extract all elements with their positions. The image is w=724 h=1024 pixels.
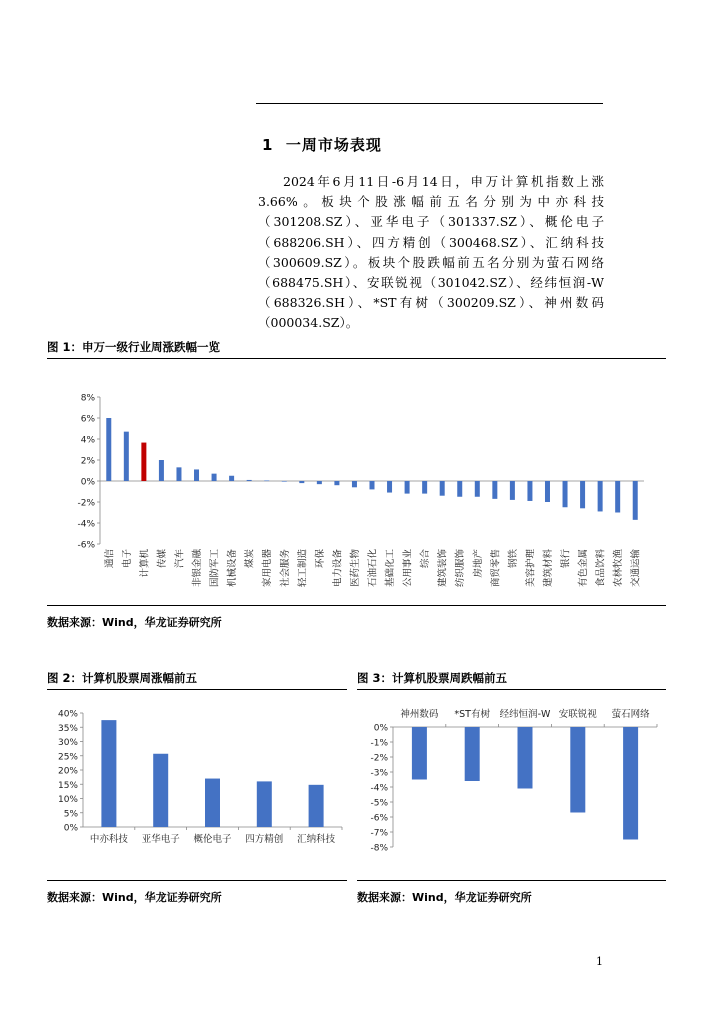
y-tick-label: -4%	[370, 783, 388, 794]
bar-概伦电子	[205, 779, 220, 827]
category-label: 有色金属	[578, 549, 590, 588]
page-number: 1	[596, 955, 603, 968]
y-tick-label: -1%	[370, 738, 388, 749]
category-label: *ST有树	[454, 709, 490, 720]
bar-建筑材料	[545, 481, 550, 502]
category-label: 综合	[420, 549, 432, 569]
industry-weekly-change-chart	[47, 359, 666, 604]
bar-非银金融	[194, 469, 199, 481]
top-gainers-chart	[47, 697, 347, 857]
bar-综合	[422, 481, 427, 494]
bar-石油石化	[370, 481, 375, 489]
category-label: 计算机	[139, 549, 151, 578]
category-label: 石油石化	[367, 549, 379, 588]
category-label: 通信	[104, 549, 116, 569]
y-tick-label: 10%	[57, 795, 78, 805]
category-label: 社会服务	[279, 549, 291, 588]
bar-医药生物	[352, 481, 357, 487]
bar-商贸零售	[492, 481, 497, 499]
y-tick-label: -2%	[77, 498, 95, 509]
header-rule	[256, 103, 603, 104]
y-tick-label: -8%	[370, 843, 388, 854]
category-label: 食品饮料	[595, 549, 607, 588]
bar-经纬恒润-W	[518, 727, 533, 789]
section-title: 一周市场表现	[285, 136, 382, 154]
y-tick-label: 4%	[80, 435, 95, 446]
bar-亚华电子	[153, 754, 168, 827]
category-label: 家用电器	[262, 549, 274, 588]
bar-环保	[317, 481, 322, 484]
bar-交通运输	[633, 481, 638, 520]
y-tick-label: 25%	[57, 752, 78, 763]
bar-银行	[563, 481, 568, 507]
figure-3-top-rule	[357, 689, 666, 690]
y-tick-label: -7%	[370, 828, 388, 839]
figure-2-title: 图 2：计算机股票周涨幅前五	[47, 671, 198, 685]
figure-1-title: 图 1：申万一级行业周涨跌幅一览	[47, 340, 221, 354]
y-tick-label: 0%	[63, 823, 78, 834]
category-label: 电力设备	[332, 549, 344, 588]
bar-中亦科技	[101, 720, 116, 827]
category-label: 安联锐视	[558, 709, 597, 720]
bar-电子	[124, 432, 129, 481]
y-tick-label: 2%	[80, 456, 95, 467]
y-tick-label: 5%	[63, 809, 78, 820]
bar-建筑装饰	[440, 481, 445, 496]
category-label: 国防军工	[209, 549, 221, 588]
category-label: 基础化工	[385, 549, 397, 588]
bar-*ST有树	[465, 727, 480, 781]
category-label: 概伦电子	[193, 834, 232, 845]
bar-基础化工	[387, 481, 392, 493]
category-label: 交通运输	[630, 549, 642, 588]
category-label: 萤石网络	[611, 709, 650, 720]
bar-汇纳科技	[309, 785, 324, 827]
category-label: 商贸零售	[490, 549, 502, 588]
figure-1-source: 数据来源：Wind，华龙证券研究所	[47, 616, 222, 629]
category-label: 机械设备	[227, 549, 239, 588]
category-label: 煤炭	[244, 549, 256, 569]
bar-安联锐视	[570, 727, 585, 813]
y-tick-label: -6%	[370, 813, 388, 824]
bar-轻工制造	[299, 481, 304, 483]
figure-1-bottom-rule	[47, 605, 666, 606]
figure-2-top-rule	[47, 689, 347, 690]
bar-农林牧渔	[615, 481, 620, 513]
bar-萤石网络	[623, 727, 638, 840]
bar-电力设备	[334, 481, 339, 485]
category-label: 四方精创	[245, 834, 284, 845]
category-label: 非银金融	[192, 549, 204, 588]
category-label: 银行	[560, 549, 572, 569]
y-tick-label: -2%	[370, 753, 388, 764]
bar-通信	[106, 418, 111, 481]
bar-钢铁	[510, 481, 515, 500]
bar-家用电器	[264, 480, 269, 481]
category-label: 神州数码	[400, 709, 439, 720]
bar-四方精创	[257, 781, 272, 827]
bar-汽车	[176, 467, 181, 481]
bar-计算机	[141, 443, 146, 481]
bar-房地产	[475, 481, 480, 497]
category-label: 公用事业	[402, 549, 414, 588]
y-tick-label: 15%	[57, 780, 78, 791]
category-label: 建筑材料	[542, 549, 554, 588]
top-losers-chart	[357, 697, 666, 857]
figure-2-source: 数据来源：Wind，华龙证券研究所	[47, 891, 222, 904]
y-tick-label: 0%	[373, 723, 388, 734]
category-label: 钢铁	[507, 549, 519, 569]
bar-煤炭	[247, 480, 252, 481]
y-tick-label: 6%	[80, 414, 95, 425]
bar-国防军工	[212, 474, 217, 481]
y-tick-label: 20%	[57, 766, 78, 777]
figure-3-bottom-rule	[357, 880, 666, 881]
y-tick-label: -6%	[77, 540, 95, 551]
bar-传媒	[159, 460, 164, 481]
bar-食品饮料	[598, 481, 603, 511]
y-tick-label: -4%	[77, 519, 95, 530]
category-label: 房地产	[472, 549, 484, 578]
category-label: 纺织服饰	[455, 549, 467, 588]
category-label: 经纬恒润-W	[499, 709, 551, 720]
category-label: 轻工制造	[297, 549, 309, 588]
category-label: 建筑装饰	[437, 549, 449, 588]
bar-公用事业	[405, 481, 410, 494]
y-tick-label: 0%	[80, 477, 95, 488]
category-label: 汽车	[174, 549, 186, 569]
y-tick-label: 30%	[57, 738, 78, 748]
figure-2-bottom-rule	[47, 880, 347, 881]
category-label: 医药生物	[349, 549, 361, 588]
y-tick-label: 35%	[57, 723, 78, 734]
category-label: 环保	[314, 549, 326, 569]
bar-纺织服饰	[457, 481, 462, 497]
y-tick-label: -3%	[370, 768, 388, 779]
bar-机械设备	[229, 476, 234, 481]
figure-3-source: 数据来源：Wind，华龙证券研究所	[357, 891, 532, 904]
section-heading	[262, 134, 382, 155]
y-tick-label: 8%	[80, 393, 95, 404]
category-label: 电子	[121, 549, 133, 569]
category-label: 美容护理	[525, 549, 537, 588]
category-label: 农林牧渔	[613, 549, 625, 588]
category-label: 汇纳科技	[297, 834, 336, 845]
category-label: 中亦科技	[89, 834, 128, 845]
figure-3-title: 图 3：计算机股票周跌幅前五	[357, 671, 508, 685]
category-label: 亚华电子	[141, 834, 180, 845]
y-tick-label: -5%	[370, 798, 388, 809]
y-tick-label: 40%	[57, 709, 78, 720]
section-number: 1	[262, 136, 274, 154]
category-label: 传媒	[156, 549, 168, 569]
bar-有色金属	[580, 481, 585, 508]
body-paragraph: 2024年6月11日-6月14日，申万计算机指数上涨3.66%。板块个股涨幅前五名分别为中亦科技（301208.SZ）、亚华电子（301337.SZ）、概伦电子（688206.SH）、四方精创（300468.SZ）、汇纳科技（300609.SZ）。板块个股跌幅前五名分别为萤石网络（688475.SH）、安联锐视（301042.SZ）、经纬恒润-W（688326.SH）、*ST有树（300209.SZ）、神州数码（000034.SZ）。	[258, 174, 604, 331]
bar-社会服务	[282, 481, 287, 482]
bar-神州数码	[412, 727, 427, 780]
bar-美容护理	[527, 481, 532, 501]
